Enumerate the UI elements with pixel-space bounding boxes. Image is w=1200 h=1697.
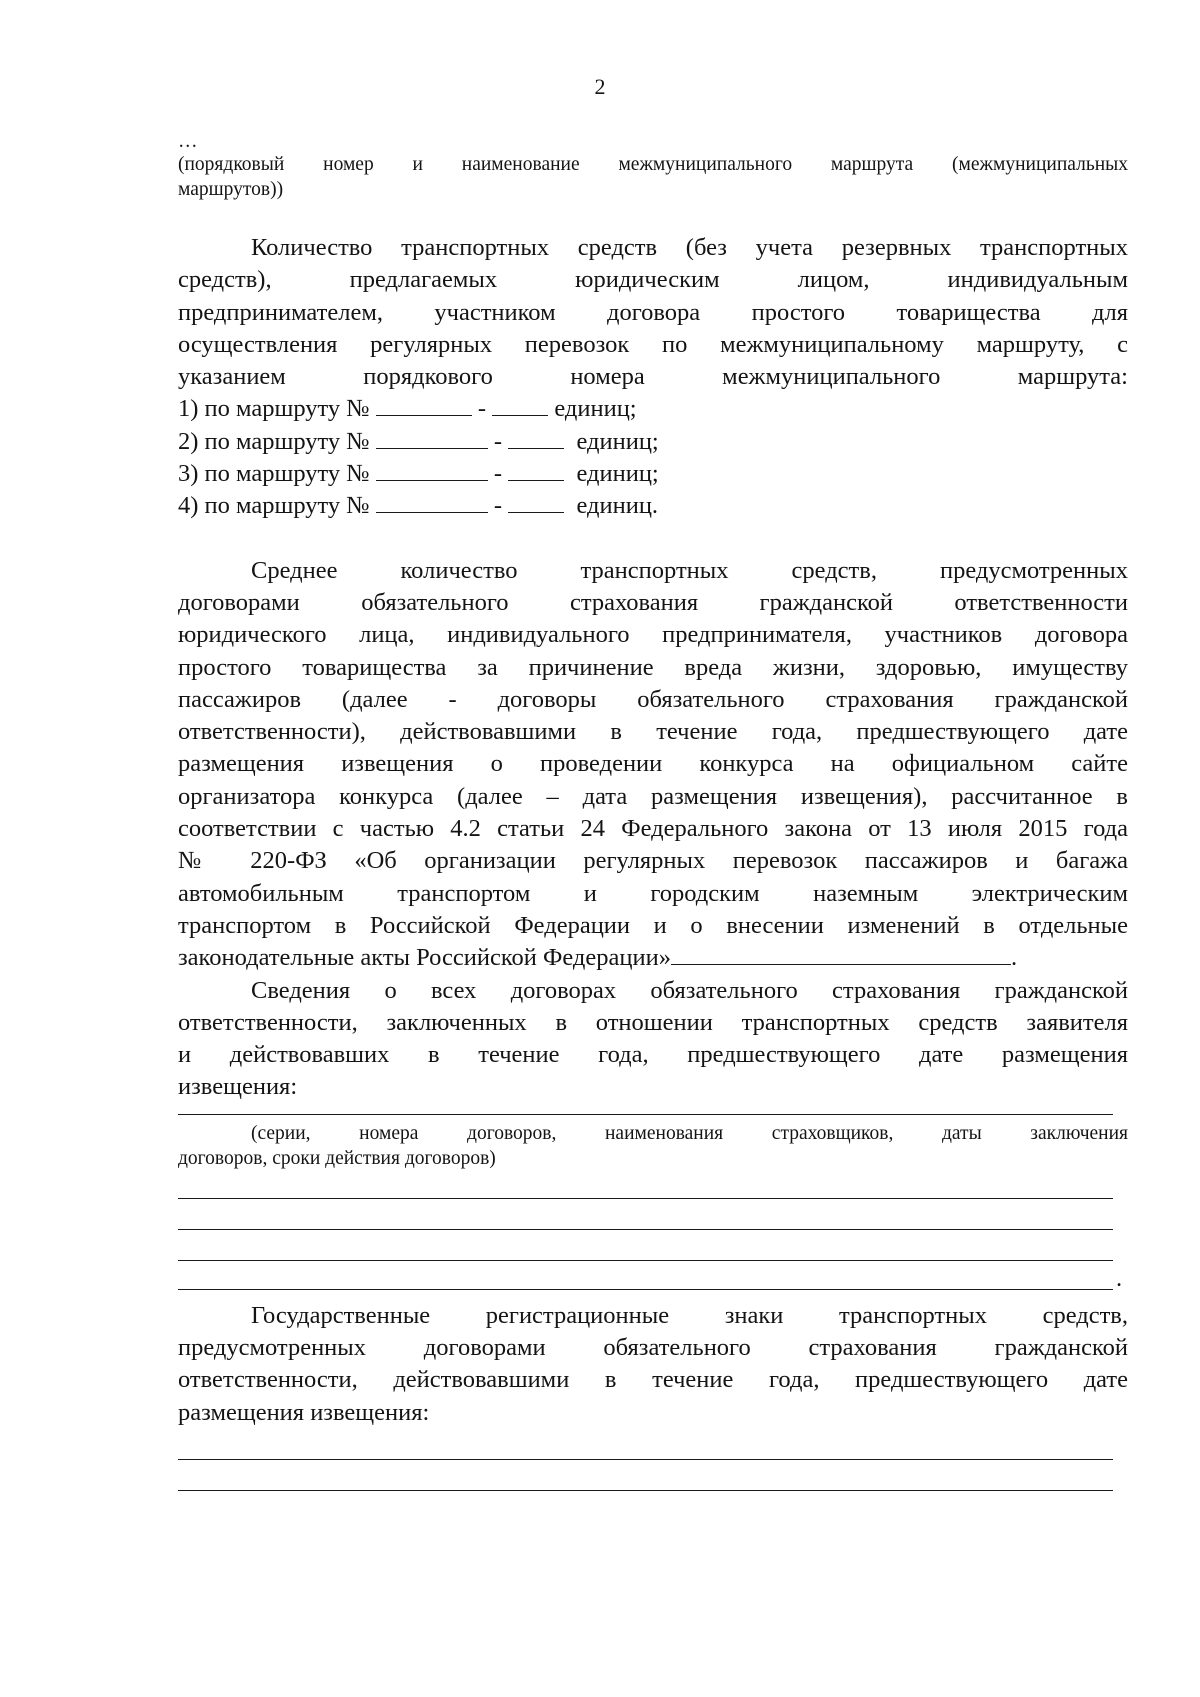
route-dash: - [493,492,503,520]
text-line: ответственности), действовавшими в течение года, предшествующего дате [178,718,1128,746]
route-caption-line-2: маршрутов)) [178,179,284,200]
route-prefix: 3) по маршруту № [178,460,370,488]
text-line: средств), предлагаемых юридическим лицом, индивидуальным [178,266,1128,294]
route-prefix: 4) по маршруту № [178,492,370,520]
text-line: Государственные регистрационные знаки транспортных средств, [251,1301,1128,1329]
text-line: Количество транспортных средств (без учета резервных транспортных [251,234,1128,261]
text-line: осуществления регулярных перевозок по межмуниципальному маршруту, с [178,330,1128,358]
route-item-2 [178,426,1128,458]
paragraph-average-vehicles [178,555,1128,975]
route-item-4 [178,490,1128,522]
ellipsis: … [178,131,198,152]
text-line: простого товарищества за причинение вреда жизни, здоровью, имуществу [178,653,1128,681]
text-line: указанием порядкового номера межмуниципального маршрута: [178,363,1128,391]
document-body [178,132,1128,1491]
text-line: договорами обязательного страхования гражданской ответственности [178,588,1128,616]
contracts-input-line[interactable] [178,1230,1113,1261]
vehicle-count-field[interactable] [508,490,564,513]
paragraph-insurance-contracts [178,975,1128,1104]
text-line: организатора конкурса (далее – дата размещения извещения), рассчитанное в [178,782,1128,810]
route-number-field[interactable] [376,426,488,449]
contracts-input-line[interactable] [178,1261,1113,1290]
route-dash: - [477,395,487,423]
route-suffix: единиц; [576,427,659,455]
text-line-with-blank [178,942,1128,974]
text-line: размещения извещения: [178,1398,430,1426]
text-line: соответствии с частью 4.2 статьи 24 Федерального закона от 13 июля 2015 года [178,815,1128,843]
text-line: транспортом в Российской Федерации и о внесении изменений в отдельные [178,911,1128,939]
routes-list [178,393,1128,522]
vehicle-count-field[interactable] [508,458,564,481]
contracts-input-line[interactable] [178,1199,1113,1230]
vehicle-count-field[interactable] [492,393,548,416]
text-line: законодательные акты Российской Федерации» [178,944,671,972]
text-line: № 220-ФЗ «Об организации регулярных перевозок пассажиров и багажа [178,847,1128,875]
text-line: юридического лица, индивидуального предпринимателя, участников договора [178,621,1128,649]
page-number: 2 [594,74,606,99]
text-line: предусмотренных договорами обязательного страхования гражданской [178,1334,1128,1362]
contracts-caption-line-1: (серии, номера договоров, наименования страховщиков, даты заключения [251,1122,1128,1144]
route-number-field[interactable] [376,490,488,513]
contracts-last-line [178,1261,1128,1290]
route-suffix: единиц; [554,395,637,423]
text-line: автомобильным транспортом и городским наземным электрическим [178,879,1128,907]
contracts-input-line[interactable] [178,1171,1113,1199]
route-dash: - [493,460,503,488]
text-line: размещения извещения о проведении конкурса на официальном сайте [178,750,1128,778]
text-line: предпринимателем, участником договора простого товарищества для [178,298,1128,326]
text-line: ответственности, заключенных в отношении транспортных средств заявителя [178,1008,1128,1036]
route-number-field[interactable] [376,393,472,416]
period: . [1116,1264,1123,1292]
paragraph-registration-plates [178,1300,1128,1429]
plates-input-line[interactable] [178,1429,1113,1460]
text-line: извещения: [178,1073,298,1101]
period: . [1010,944,1018,972]
text-line: пассажиров (далее - договоры обязательного страхования гражданской [178,685,1128,713]
paragraph-vehicle-count [178,232,1128,393]
contracts-input-line[interactable] [178,1104,1113,1115]
route-number-field[interactable] [376,458,488,481]
route-item-3 [178,458,1128,490]
text-line: ответственности, действовавшими в течение года, предшествующего дате [178,1366,1128,1394]
route-caption-line-1: (порядковый номер и наименование межмуниципального маршрута (межмуниципальных [178,154,1128,175]
contracts-caption-line-2: договоров, сроки действия договоров) [178,1147,496,1169]
route-dash: - [493,427,503,455]
text-line: Среднее количество транспортных средств, предусмотренных [251,556,1128,584]
plates-input-line[interactable] [178,1460,1113,1491]
route-suffix: единиц; [576,460,659,488]
average-count-field[interactable] [671,942,1011,965]
text-line: и действовавших в течение года, предшествующего дате размещения [178,1041,1128,1069]
route-item-1 [178,393,1128,425]
route-prefix: 1) по маршруту № [178,395,370,423]
text-line: Сведения о всех договорах обязательного страхования гражданской [251,976,1128,1004]
vehicle-count-field[interactable] [508,426,564,449]
route-prefix: 2) по маршруту № [178,427,370,455]
route-suffix: единиц. [576,492,659,520]
